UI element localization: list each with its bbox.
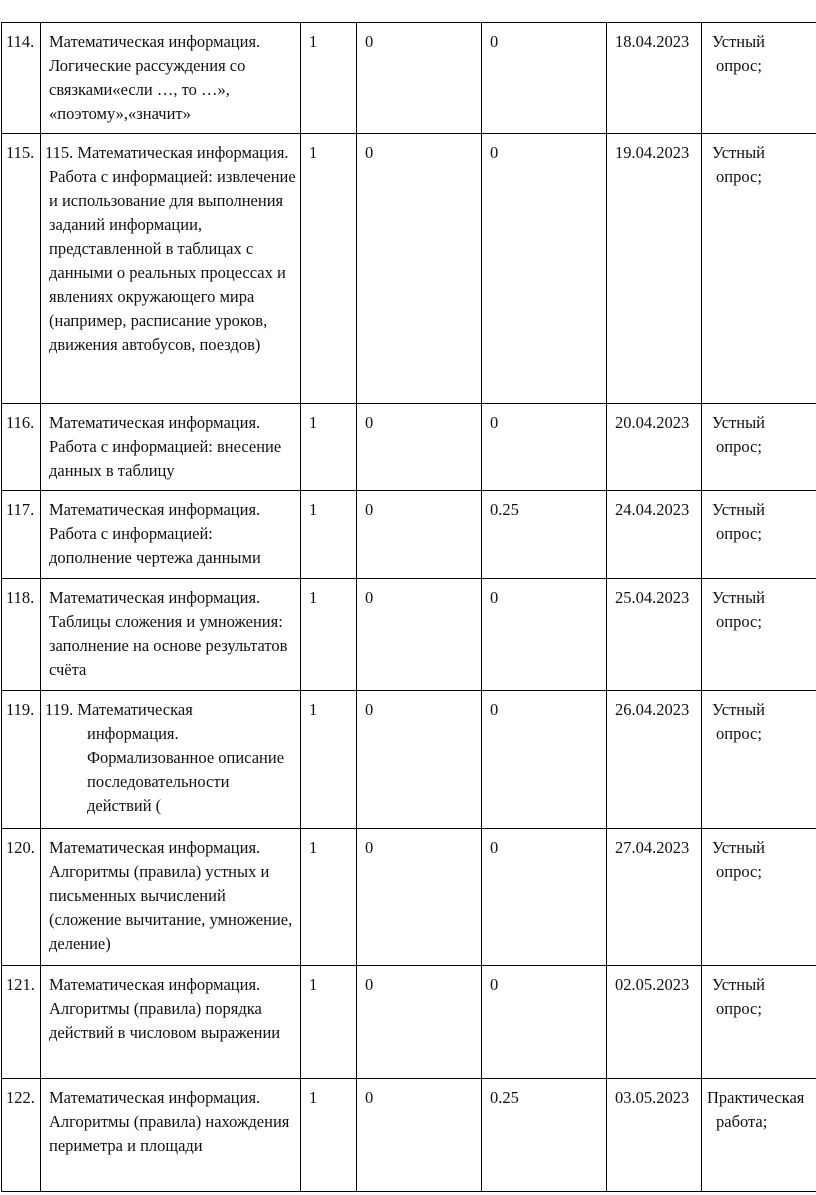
lesson-topic-heading: 115. Математическая информация. — [45, 143, 289, 162]
control-form-line-2: опрос; — [716, 524, 762, 543]
table-row — [2, 491, 816, 579]
control-form — [702, 966, 816, 1021]
hours-total: 1 — [309, 143, 318, 162]
lesson-date: 18.04.2023 — [615, 32, 690, 51]
lesson-topic — [41, 134, 300, 357]
lesson-date: 19.04.2023 — [615, 143, 690, 162]
control-form-line-2: опрос; — [716, 437, 762, 456]
lesson-topic — [41, 691, 300, 818]
control-form-line-1: Устный — [712, 32, 765, 51]
lesson-date: 27.04.2023 — [615, 838, 690, 857]
lesson-date: 26.04.2023 — [615, 700, 690, 719]
lesson-date: 25.04.2023 — [615, 588, 690, 607]
lesson-number: 114. — [6, 32, 35, 51]
control-form-line-2: опрос; — [716, 862, 762, 881]
control-form-line-1: Устный — [712, 838, 765, 857]
hours-practical: 0 — [490, 588, 499, 607]
lesson-topic: Математическая информация. Логические рассуждения со связками«если …, то …», «поэтому»,«значит» — [49, 32, 261, 123]
hours-practical: 0.25 — [490, 500, 519, 519]
control-form — [702, 404, 816, 459]
lesson-number: 118. — [6, 588, 35, 607]
lesson-number: 116. — [6, 413, 35, 432]
hours-total: 1 — [309, 588, 318, 607]
control-form — [702, 23, 816, 78]
control-form — [702, 829, 816, 884]
hours-control: 0 — [365, 500, 374, 519]
lesson-number: 120. — [6, 838, 35, 857]
lesson-topic: Математическая информация. Алгоритмы (правила) порядка действий в числовом выражении — [49, 975, 281, 1042]
lesson-topic-body: информация. Формализованное описание последовательности действий ( — [87, 724, 285, 815]
table-row — [2, 829, 816, 966]
hours-control: 0 — [365, 143, 374, 162]
hours-practical: 0 — [490, 143, 499, 162]
lesson-topic: Математическая информация. Работа с информацией: внесение данных в таблицу — [49, 413, 282, 480]
hours-control: 0 — [365, 700, 374, 719]
control-form — [702, 491, 816, 546]
hours-control: 0 — [365, 32, 374, 51]
control-form — [702, 691, 816, 746]
lesson-topic: Математическая информация. Алгоритмы (правила) нахождения периметра и площади — [49, 1088, 290, 1155]
hours-total: 1 — [309, 500, 318, 519]
control-form-line-1: Практическая — [707, 1088, 805, 1107]
lesson-topic: Математическая информация. Работа с информацией: дополнение чертежа данными — [49, 500, 261, 567]
hours-control: 0 — [365, 1088, 374, 1107]
table-row — [2, 23, 816, 134]
hours-practical: 0 — [490, 700, 499, 719]
control-form-line-2: опрос; — [716, 999, 762, 1018]
table-row — [2, 134, 816, 404]
control-form-line-2: опрос; — [716, 724, 762, 743]
lesson-topic-heading: 119. Математическая — [45, 700, 193, 719]
lesson-number: 121. — [6, 975, 35, 994]
table-row — [2, 691, 816, 829]
lesson-topic-body: Работа с информацией: извлечение и использование для выполнения заданий информации, представленной в таблицах с данными о реальных процессах и явлениях окружающего мира (например, расписание уроков, движения автобусов, поездов) — [49, 167, 296, 354]
control-form-line-1: Устный — [712, 500, 765, 519]
control-form — [702, 579, 816, 634]
control-form — [702, 1079, 816, 1134]
hours-total: 1 — [309, 700, 318, 719]
hours-control: 0 — [365, 975, 374, 994]
table-row — [2, 1079, 816, 1192]
hours-total: 1 — [309, 975, 318, 994]
hours-total: 1 — [309, 413, 318, 432]
lesson-date: 24.04.2023 — [615, 500, 690, 519]
hours-practical: 0 — [490, 975, 499, 994]
lesson-number: 117. — [6, 500, 35, 519]
control-form-line-1: Устный — [712, 700, 765, 719]
lesson-number: 119. — [6, 700, 35, 719]
hours-total: 1 — [309, 838, 318, 857]
hours-practical: 0 — [490, 32, 499, 51]
control-form-line-1: Устный — [712, 588, 765, 607]
hours-control: 0 — [365, 838, 374, 857]
control-form-line-1: Устный — [712, 143, 765, 162]
lesson-number: 122. — [6, 1088, 35, 1107]
hours-practical: 0.25 — [490, 1088, 519, 1107]
control-form-line-2: опрос; — [716, 167, 762, 186]
lesson-date: 03.05.2023 — [615, 1088, 690, 1107]
lessons-table — [1, 22, 816, 1192]
control-form-line-2: опрос; — [716, 612, 762, 631]
table-row — [2, 966, 816, 1079]
hours-total: 1 — [309, 32, 318, 51]
hours-practical: 0 — [490, 413, 499, 432]
control-form-line-1: Устный — [712, 975, 765, 994]
hours-control: 0 — [365, 588, 374, 607]
lesson-topic: Математическая информация. Таблицы сложения и умножения: заполнение на основе результатов счёта — [49, 588, 288, 679]
lesson-date: 20.04.2023 — [615, 413, 690, 432]
hours-total: 1 — [309, 1088, 318, 1107]
hours-control: 0 — [365, 413, 374, 432]
table-row — [2, 404, 816, 491]
lesson-topic: Математическая информация. Алгоритмы (правила) устных и письменных вычислений (сложение вычитание, умножение, деление) — [49, 838, 293, 953]
control-form-line-2: работа; — [716, 1112, 768, 1131]
table-row — [2, 579, 816, 691]
hours-practical: 0 — [490, 838, 499, 857]
control-form — [702, 134, 816, 189]
control-form-line-1: Устный — [712, 413, 765, 432]
control-form-line-2: опрос; — [716, 56, 762, 75]
lesson-date: 02.05.2023 — [615, 975, 690, 994]
lesson-number: 115. — [6, 143, 35, 162]
